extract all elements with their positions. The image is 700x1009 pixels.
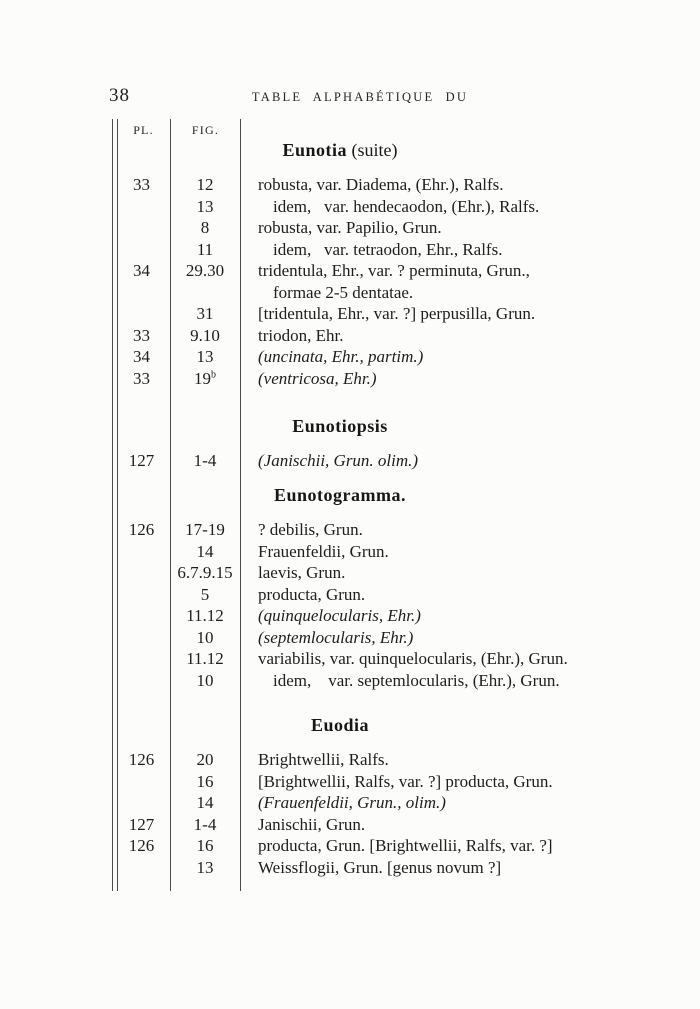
table-row <box>0 174 700 196</box>
plate-cell: 34 <box>133 347 150 366</box>
table-row <box>0 368 700 390</box>
description-cell: tridentula, Ehr., var. ? perminuta, Grun., <box>258 261 530 280</box>
figure-cell: 16 <box>196 836 214 855</box>
table-row <box>0 303 700 325</box>
figure-cell: 11.12 <box>186 649 224 668</box>
genus-name: Euodia <box>310 715 370 735</box>
plate-cell <box>113 857 170 879</box>
plate-cell <box>113 792 170 814</box>
figure-cell: 8 <box>200 218 210 237</box>
figure-cell: 29.30 <box>185 261 225 280</box>
table-row <box>0 196 700 218</box>
plate-cell: 126 <box>128 750 155 769</box>
description-cell: robusta, var. Diadema, (Ehr.), Ralfs. <box>258 175 504 194</box>
figure-cell: 11.12 <box>186 606 224 625</box>
table-row <box>0 648 700 670</box>
plate-cell <box>113 282 170 304</box>
plate-cell: 33 <box>133 175 150 194</box>
description-cell: producta, Grun. <box>258 584 366 604</box>
table-section-euodia <box>0 714 700 878</box>
figure-cell <box>170 282 240 304</box>
figure-cell: 17-19 <box>185 520 225 539</box>
description-cell: triodon, Ehr. <box>258 325 344 345</box>
description-cell: laevis, Grun. <box>258 563 346 582</box>
description-cell: ? debilis, Grun. <box>258 520 363 539</box>
figure-cell: 13 <box>196 857 214 877</box>
plate-cell <box>113 771 170 793</box>
figure-cell: 14 <box>196 541 214 561</box>
table-row <box>0 217 700 239</box>
description-cell: (uncinata, Ehr., partim.) <box>258 347 424 366</box>
plate-cell <box>113 303 170 325</box>
plate-cell: 126 <box>128 520 155 539</box>
plate-cell <box>113 670 170 692</box>
section-heading <box>0 714 680 736</box>
plate-cell: 127 <box>128 451 155 470</box>
table-row <box>0 541 700 563</box>
running-header: TABLE ALPHABÉTIQUE DU <box>251 90 469 104</box>
figure-cell: 31 <box>196 304 214 323</box>
description-cell: idem, var. hendecaodon, (Ehr.), Ralfs. <box>273 196 540 216</box>
description-cell: Brightwellii, Ralfs. <box>258 750 389 769</box>
plate-cell <box>113 584 170 606</box>
section-heading <box>0 484 680 506</box>
genus-name: Eunotiopsis <box>292 416 388 436</box>
table-row <box>0 584 700 606</box>
figure-cell: 14 <box>196 793 214 812</box>
plate-cell: 127 <box>128 814 155 834</box>
column-header-fig: FIG. <box>191 123 220 137</box>
table-row <box>0 346 700 368</box>
plate-cell <box>113 648 170 670</box>
plate-cell <box>113 217 170 239</box>
figure-cell: 13 <box>196 196 214 216</box>
table-section-eunotiopsis <box>0 415 700 472</box>
figure-cell: 10 <box>196 670 214 690</box>
description-cell: Weissflogii, Grun. [genus novum ?] <box>258 857 502 877</box>
table-row <box>0 239 700 261</box>
plate-cell <box>113 627 170 649</box>
figure-cell: 11 <box>196 239 214 259</box>
table-row <box>0 771 700 793</box>
description-cell: idem, var. tetraodon, Ehr., Ralfs. <box>273 239 503 259</box>
plate-cell: 33 <box>133 325 150 345</box>
plate-cell: 34 <box>133 261 150 280</box>
description-cell: (quinquelocularis, Ehr.) <box>258 606 421 625</box>
section-heading <box>0 139 680 161</box>
figure-cell: 12 <box>196 175 214 194</box>
description-cell: [tridentula, Ehr., var. ?] perpusilla, Grun. <box>258 304 536 323</box>
description-cell: robusta, var. Papilio, Grun. <box>258 218 442 237</box>
description-cell: (Janischii, Grun. olim.) <box>258 451 419 470</box>
description-cell: [Brightwellii, Ralfs, var. ?] producta, Grun. <box>258 771 553 791</box>
table-row <box>0 814 700 836</box>
column-header-pl: PL. <box>133 123 154 137</box>
description-cell: variabilis, var. quinquelocularis, (Ehr.), Grun. <box>258 649 568 668</box>
table-row <box>0 792 700 814</box>
plate-cell: 33 <box>133 368 150 388</box>
figure-cell: 10 <box>196 627 214 647</box>
genus-name: Eunotia <box>282 140 348 160</box>
figure-cell: 9.10 <box>190 325 220 345</box>
table-row <box>0 605 700 627</box>
table-row <box>0 627 700 649</box>
figure-cell: 16 <box>196 771 214 791</box>
figure-cell: 5 <box>200 584 210 604</box>
heading-note: (suite) <box>347 140 398 160</box>
plate-cell: 126 <box>128 836 155 855</box>
figure-cell: 19$^b$ <box>194 368 216 388</box>
figure-cell: 6.7.9.15 <box>177 563 233 582</box>
figure-cell: 13 <box>196 347 214 366</box>
plate-cell <box>113 605 170 627</box>
figure-superscript: b <box>211 368 216 380</box>
figure-cell: 20 <box>196 750 214 769</box>
description-cell: Frauenfeldii, Grun. <box>258 541 389 561</box>
table-row <box>0 857 700 879</box>
description-cell: (septemlocularis, Ehr.) <box>258 627 414 647</box>
table-row <box>0 519 700 541</box>
table-section-eunotia <box>0 139 700 389</box>
table-row <box>0 562 700 584</box>
description-cell: idem, var. septemlocularis, (Ehr.), Grun. <box>273 670 560 690</box>
table-row <box>0 282 700 304</box>
plate-cell <box>113 239 170 261</box>
plate-cell <box>113 541 170 563</box>
table-row <box>0 450 700 472</box>
description-cell: producta, Grun. [Brightwellii, Ralfs, var. ?] <box>258 836 553 855</box>
table-row <box>0 325 700 347</box>
description-cell: (ventricosa, Ehr.) <box>258 368 377 388</box>
table-row <box>0 835 700 857</box>
description-cell: Janischii, Grun. <box>258 814 366 834</box>
table-row <box>0 670 700 692</box>
page-number: 38 <box>109 85 130 106</box>
genus-name: Eunotogramma. <box>274 485 406 505</box>
table-row <box>0 749 700 771</box>
figure-cell: 1-4 <box>193 451 217 470</box>
section-heading <box>0 415 680 437</box>
plate-cell <box>113 196 170 218</box>
description-cell: (Frauenfeldii, Grun., olim.) <box>258 793 446 812</box>
figure-cell: 1-4 <box>193 814 217 834</box>
description-cell: formae 2-5 dentatae. <box>273 282 414 302</box>
plate-cell <box>113 562 170 584</box>
table-row <box>0 260 700 282</box>
table-section-eunotogramma <box>0 484 700 691</box>
